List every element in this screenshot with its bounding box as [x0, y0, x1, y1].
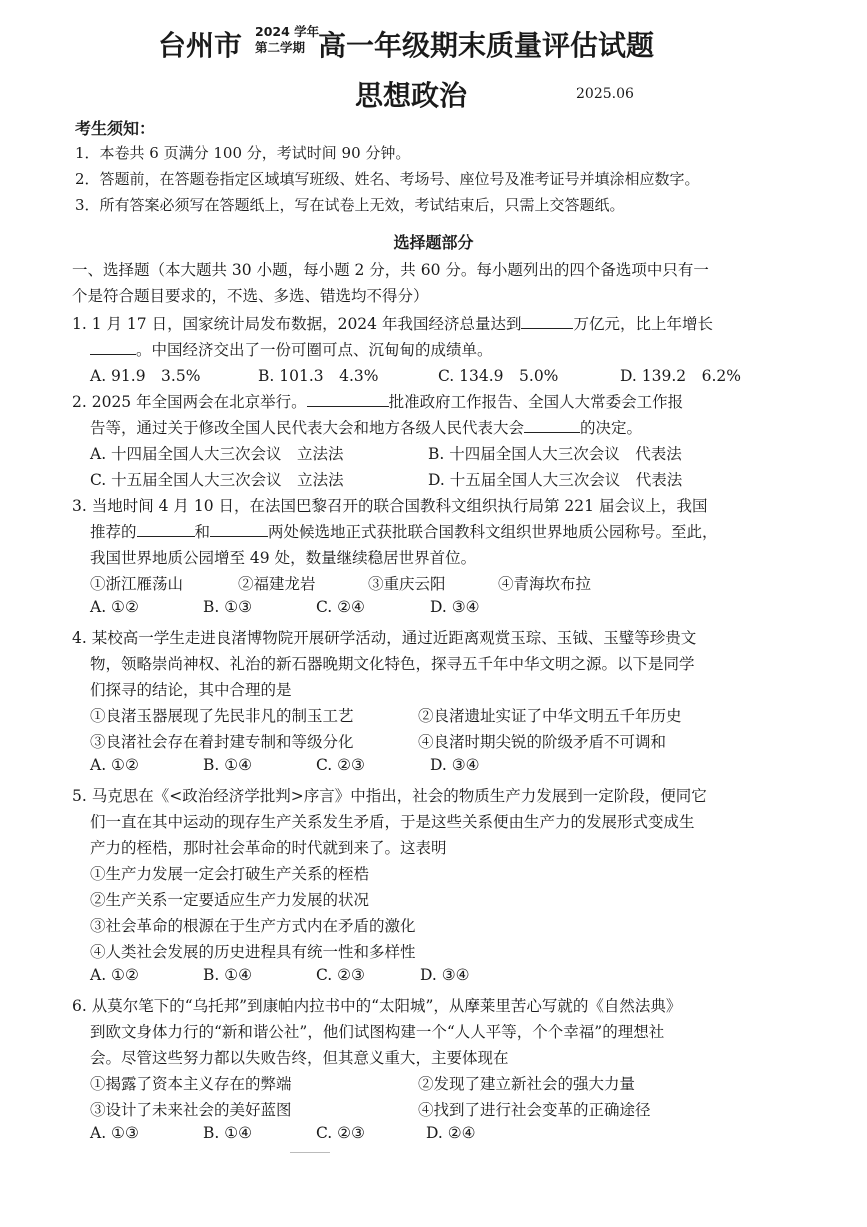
option-b: B. ①④	[203, 756, 253, 774]
statement-4: ④良渚时期尖锐的阶级矛盾不可调和	[418, 733, 667, 751]
option-c: C. ②③	[316, 1124, 365, 1142]
question-3-line-2	[90, 520, 718, 542]
notice-title: 考生须知：	[75, 119, 156, 138]
city-name: 台州市	[158, 29, 243, 62]
term-semester: 第二学期	[255, 40, 306, 55]
question-text: 们探寻的结论，其中合理的是	[90, 681, 292, 699]
option-a: A. ①②	[90, 966, 139, 984]
option-a: A. ①②	[90, 598, 139, 616]
statement-1: ①生产力发展一定会打破生产关系的桎梏	[90, 865, 370, 883]
option-d: D. ②④	[426, 1124, 476, 1142]
question-text: 2. 2025 年全国两会在北京举行。	[72, 393, 307, 411]
statement-2: ②良渚遗址实证了中华文明五千年历史	[418, 707, 682, 725]
option-d: D. 十五届全国人大三次会议 代表法	[428, 471, 683, 489]
option-a: A. 91.9 3.5%	[90, 367, 201, 385]
statement-4: ④人类社会发展的历史进程具有统一性和多样性	[90, 943, 416, 961]
question-text: 物，领略崇尚神权、礼治的新石器晚期文化特色，探寻五千年中华文明之源。以下是同学	[90, 655, 695, 673]
question-text: 会。尽管这些努力都以失败告终，但其意义重大，主要体现在	[90, 1049, 509, 1067]
option-c: C. 十五届全国人大三次会议 立法法	[90, 471, 344, 489]
question-text: 我国世界地质公园增至 49 处，数量继续稳居世界首位。	[90, 549, 477, 567]
answer-blank	[307, 392, 389, 407]
option-b: B. ①④	[203, 966, 253, 984]
question-3: 3. 当地时间 4 月 10 日，在法国巴黎召开的联合国教科文组织执行局第 221 届会议上，我国	[72, 497, 708, 515]
statement-1: ①浙江雁荡山	[90, 575, 184, 593]
question-text: 到欧文身体力行的“新和谐公社”，他们试图构建一个“人人平等，个个幸福”的理想社	[90, 1023, 665, 1041]
answer-blank	[137, 522, 195, 537]
statement-3: ③重庆云阳	[368, 575, 446, 593]
answer-blank	[90, 340, 136, 355]
question-4: 4. 某校高一学生走进良渚博物院开展研学活动，通过近距离观赏玉琮、玉钺、玉璧等珍贵文	[72, 629, 697, 647]
answer-blank	[524, 418, 580, 433]
question-5: 5. 马克思在《<政治经济学批判>序言》中指出，社会的物质生产力发展到一定阶段，便同它	[72, 787, 707, 805]
question-text: 推荐的	[90, 523, 137, 541]
part-title: 选择题部分	[393, 233, 474, 252]
question-text: 两处候选地正式获批联合国教科文组织世界地质公园称号。至此，	[268, 523, 718, 541]
statement-1: ①揭露了资本主义存在的弊端	[90, 1075, 292, 1093]
option-d: D. ③④	[420, 966, 470, 984]
statement-2: ②发现了建立新社会的强大力量	[418, 1075, 636, 1093]
exam-date: 2025.06	[576, 86, 634, 102]
option-c: C. ②④	[316, 598, 365, 616]
option-d: D. ③④	[430, 598, 480, 616]
question-2-line-2	[90, 416, 642, 438]
option-c: C. ②③	[316, 756, 365, 774]
option-a: A. 十四届全国人大三次会议 立法法	[90, 445, 344, 463]
question-6: 6. 从莫尔笔下的“乌托邦”到康帕内拉书中的“太阳城”，从摩莱里苦心写就的《自然法典》	[72, 997, 682, 1015]
section-instructions: 一、选择题（本大题共 30 小题，每小题 2 分，共 60 分。每小题列出的四个备选项中只有一	[72, 261, 709, 279]
notice-item: 2．答题前，在答题卷指定区域填写班级、姓名、考场号、座位号及准考证号并填涂相应数字。	[75, 170, 700, 188]
term-year: 2024 学年	[255, 24, 320, 39]
option-d: D. ③④	[430, 756, 480, 774]
statement-4: ④青海坎布拉	[498, 575, 592, 593]
statement-3: ③设计了未来社会的美好蓝图	[90, 1101, 292, 1119]
option-c: C. 134.9 5.0%	[438, 367, 559, 385]
answer-blank	[210, 522, 268, 537]
option-a: A. ①③	[90, 1124, 139, 1142]
statement-2: ②生产关系一定要适应生产力发展的状况	[90, 891, 370, 909]
page-footer-mark	[290, 1152, 330, 1159]
statement-1: ①良渚玉器展现了先民非凡的制玉工艺	[90, 707, 354, 725]
question-2	[72, 390, 683, 412]
option-d: D. 139.2 6.2%	[620, 367, 741, 385]
statement-3: ③社会革命的根源在于生产方式内在矛盾的激化	[90, 917, 416, 935]
statement-4: ④找到了进行社会变革的正确途径	[418, 1101, 651, 1119]
question-text: 万亿元，比上年增长	[573, 315, 713, 333]
subject-title: 思想政治	[355, 79, 468, 112]
question-text: 。中国经济交出了一份可圈可点、沉甸甸的成绩单。	[136, 341, 493, 359]
question-text: 产力的桎梏，那时社会革命的时代就到来了。这表明	[90, 839, 447, 857]
notice-item: 1．本卷共 6 页满分 100 分，考试时间 90 分钟。	[75, 144, 411, 162]
notice-item: 3．所有答案必须写在答题纸上，写在试卷上无效，考试结束后，只需上交答题纸。	[75, 196, 625, 214]
option-b: B. 101.3 4.3%	[258, 367, 379, 385]
question-text: 和	[194, 523, 211, 541]
exam-title: 高一年级期末质量评估试题	[318, 29, 655, 62]
question-text: 批准政府工作报告、全国人大常委会工作报	[388, 393, 684, 411]
statement-2: ②福建龙岩	[238, 575, 316, 593]
question-text: 们一直在其中运动的现存生产关系发生矛盾，于是这些关系便由生产力的发展形式变成生	[90, 813, 695, 831]
option-b: B. ①④	[203, 1124, 253, 1142]
question-text: 告等，通过关于修改全国人民代表大会和地方各级人民代表大会	[90, 419, 525, 437]
question-text: 1. 1 月 17 日，国家统计局发布数据，2024 年我国经济总量达到	[72, 315, 522, 333]
statement-3: ③良渚社会存在着封建专制和等级分化	[90, 733, 354, 751]
option-c: C. ②③	[316, 966, 365, 984]
section-instructions: 个是符合题目要求的，不选、多选、错选均不得分）	[72, 287, 429, 305]
option-b: B. 十四届全国人大三次会议 代表法	[428, 445, 682, 463]
answer-blank	[521, 314, 573, 329]
question-1-line-2	[90, 338, 493, 360]
question-text: 的决定。	[580, 419, 643, 437]
option-b: B. ①③	[203, 598, 253, 616]
school-term	[255, 24, 319, 56]
question-1	[72, 312, 713, 334]
option-a: A. ①②	[90, 756, 139, 774]
